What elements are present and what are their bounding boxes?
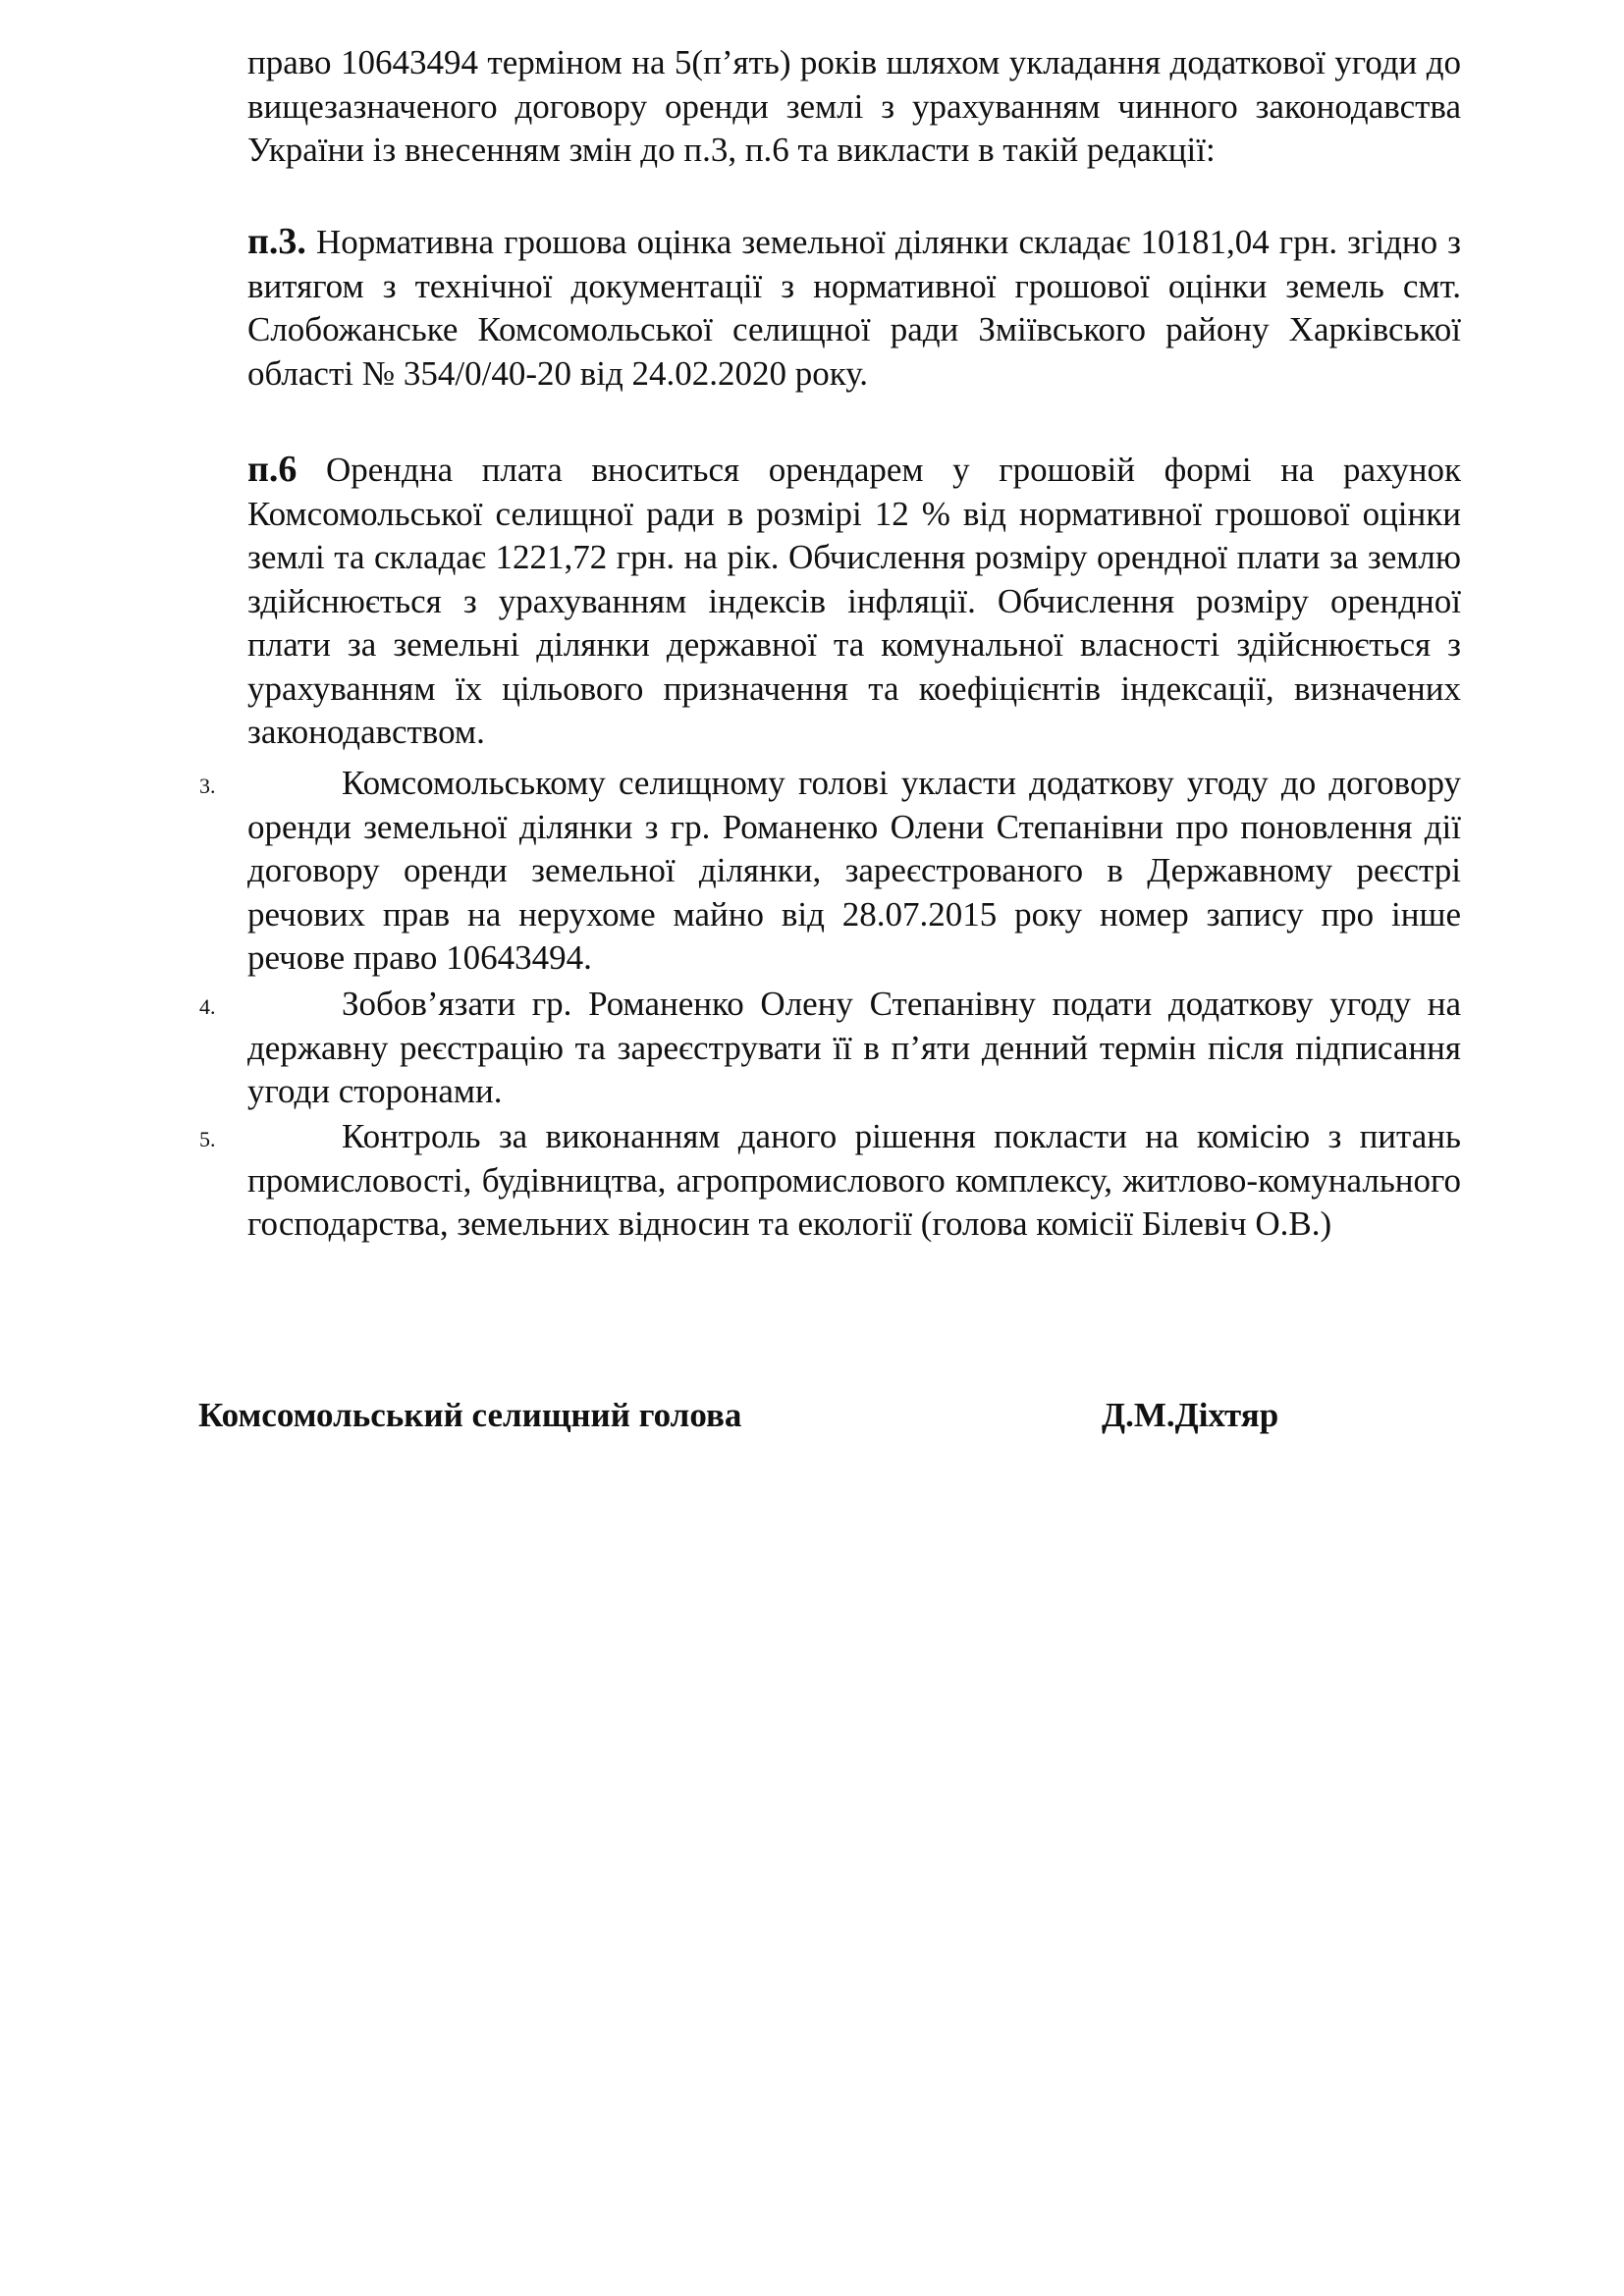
item-5-number: 5. — [199, 1127, 216, 1151]
clause-6-marker: п.6 — [247, 449, 298, 490]
item-4-text: Зобов’язати гр. Романенко Олену Степанівну подати додаткову угоду на державну реєстрацію та зареєструвати її в п’яти денний термін після підписання угоди сторонами. — [247, 985, 1461, 1110]
clause-6-text: Орендна плата вноситься орендарем у грошовій формі на рахунок Комсомольської селищної ради в розмірі 12 % від нормативної грошової оцінки землі та складає 1221,72 грн. на рік. Обчислення розміру орендної плати за землю здійснюється з урахуванням індексів інфляції. Обчислення розміру орендної плати за земельні ділянки державної та комунальної власності здійснюється з урахуванням їх цільового призначення та коефіцієнтів індексації, визначених законодавством. — [247, 451, 1461, 751]
clause-6-paragraph — [247, 448, 1461, 755]
clause-3-paragraph — [247, 220, 1461, 396]
item-5-text: Контроль за виконанням даного рішення покласти на комісію з питань промисловості, будівництва, агропромислового комплексу, житлово-комунального господарства, земельних відносин та екології (голова комісії Білевіч О.В.) — [247, 1117, 1461, 1243]
clause-3-text: Нормативна грошова оцінка земельної ділянки складає 10181,04 грн. згідно з витягом з технічної документації з нормативної грошової оцінки земель смт. Слобожанське Комсомольської селищної ради Зміївського району Харківської області № 354/0/40-20 від 24.02.2020 року. — [247, 223, 1461, 393]
item-3-number: 3. — [199, 774, 216, 798]
signatory-position: Комсомольський селищний голова — [198, 1396, 742, 1434]
clause-3-marker: п.3. — [247, 221, 306, 262]
intro-paragraph: право 10643494 терміном на 5(п’ять) років шляхом укладання додаткової угоди до вищезазначеного договору оренди землі з урахуванням чинного законодавства України із внесенням змін до п.3, п.6 та викласти в такій редакції: — [247, 43, 1461, 169]
signatory-name: Д.М.Діхтяр — [1102, 1396, 1279, 1434]
item-4-number: 4. — [199, 994, 216, 1019]
item-3-text: Комсомольському селищному голові укласти додаткову угоду до договору оренди земельної ділянки з гр. Романенко Олени Степанівни про поновлення дії договору оренди земельної ділянки, зареєстрованого в Державному реєстрі речових прав на нерухоме майно від 28.07.2015 року номер запису про інше речове право 10643494. — [247, 764, 1461, 977]
